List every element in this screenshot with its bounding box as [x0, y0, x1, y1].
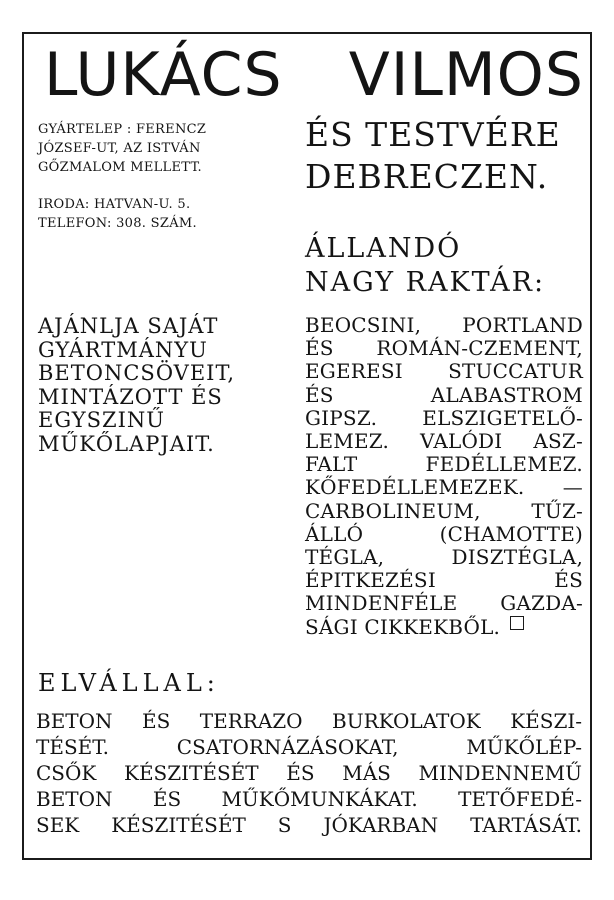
undertake-line [36, 786, 582, 812]
word: CARBOLINEUM, [305, 498, 481, 523]
word: KÉSZI- [510, 709, 582, 733]
word: JÓKARBAN [323, 813, 439, 837]
word: KŐFEDÉLLEMEZEK. [305, 475, 525, 500]
company-name-word: LUKÁCS [44, 40, 283, 110]
stock-heading [305, 232, 590, 300]
word: TÉGLA, [305, 545, 385, 570]
word: KÉSZITÉSÉT [124, 761, 259, 785]
stock-line [305, 360, 583, 383]
stock-line [305, 476, 583, 499]
word: EGERESI [305, 359, 403, 384]
word: BEOCSINI, [305, 313, 422, 337]
word: FEDÉLLEMEZ. [425, 452, 583, 477]
word: TERRAZO [199, 709, 303, 733]
word: VALÓDI [420, 429, 503, 454]
offer-block [38, 315, 253, 456]
subtitle-line: DEBRECZEN. [305, 157, 549, 196]
company-name [44, 40, 584, 110]
address-spacer [38, 177, 253, 195]
offer-line: BETONCSÖVEIT, [38, 361, 236, 385]
word: MINDENFÉLE [305, 591, 458, 616]
stock-line [305, 546, 583, 569]
stock-line [305, 453, 583, 476]
undertake-line [36, 708, 582, 734]
stock-line [305, 407, 583, 430]
word: TŰZ- [531, 498, 583, 523]
word: KÉSZITÉSÉT [111, 813, 246, 837]
word: PORTLAND [462, 313, 583, 337]
word: TARTÁSÁT. [470, 813, 582, 837]
stock-line [305, 384, 583, 407]
stock-line [305, 314, 583, 337]
undertake-line [36, 812, 582, 838]
word: ROMÁN-CZEMENT, [376, 336, 583, 361]
word: ÉS [152, 787, 182, 811]
word: CSATORNÁZÁSOKAT, [176, 735, 399, 759]
word: TETŐFEDÉ- [458, 787, 582, 811]
factory-address-line: GŐZMALOM MELLETT. [38, 160, 202, 175]
word: ÉS [142, 709, 171, 733]
word: ÉS [286, 761, 315, 785]
word: ÁLLÓ [305, 521, 364, 546]
word: ÉS [305, 336, 334, 361]
word: TÉSÉT. [36, 735, 109, 759]
stock-line [305, 592, 583, 615]
word: (CHAMOTTE) [439, 521, 583, 546]
word: FALT [305, 452, 358, 477]
factory-address-line: GYÁRTELEP : FERENCZ [38, 122, 207, 137]
undertake-line [36, 760, 582, 786]
offer-line: MŰKŐLAPJAIT. [38, 431, 215, 456]
word: ÉS [554, 568, 583, 593]
word: BETON [36, 787, 113, 811]
word: S [277, 813, 292, 837]
stock-line [305, 337, 583, 360]
word: ÉS [305, 382, 334, 407]
stock-line [305, 569, 583, 592]
offer-line: EGYSZINŰ [38, 408, 165, 432]
offer-line: AJÁNLJA SAJÁT [38, 314, 219, 338]
stock-heading-line: ÁLLANDÓ [305, 233, 462, 264]
word: CSŐK [36, 761, 97, 785]
stock-line [305, 500, 583, 523]
word: ALABASTROM [430, 382, 583, 407]
factory-address-line: JÓZSEF-UT, AZ ISTVÁN [38, 141, 201, 156]
company-subtitle [305, 114, 590, 198]
stock-line [305, 523, 583, 546]
word: ASZ- [533, 429, 583, 454]
office-phone-line: TELEFON: 308. SZÁM. [38, 216, 197, 231]
subtitle-line: ÉS TESTVÉRE [305, 115, 561, 154]
word: GIPSZ. [305, 405, 378, 430]
word: ELSZIGETELŐ- [422, 405, 583, 430]
stock-line [305, 430, 583, 453]
word: LEMEZ. [305, 429, 390, 454]
word: MŰKŐMUNKÁKAT. [221, 787, 418, 811]
undertake-heading: ELVÁLLAL: [38, 669, 220, 697]
stock-heading-line: NAGY RAKTÁR: [305, 267, 546, 298]
stock-line-final [305, 616, 583, 639]
word: ÉPITKEZÉSI [305, 568, 436, 593]
word: GAZDA- [500, 591, 583, 616]
word: MŰKŐLÉP- [466, 735, 582, 759]
stock-list [305, 314, 587, 639]
offer-line: MINTÁZOTT ÉS [38, 384, 223, 409]
stock-line-text: SÁGI CIKKEKBŐL. [305, 614, 501, 639]
word: — [562, 475, 583, 500]
word: BURKOLATOK [332, 709, 481, 733]
word: STUCCATUR [448, 359, 583, 384]
word: BETON [36, 709, 113, 733]
address-block [38, 120, 253, 233]
offer-line: GYÁRTMÁNYU [38, 337, 208, 362]
word: MINDENNEMŰ [418, 761, 582, 785]
office-address-line: IRODA: HATVAN-U. 5. [38, 197, 191, 212]
undertake-line [36, 734, 582, 760]
word: DISZTÉGLA, [451, 545, 583, 570]
word: SEK [36, 813, 80, 837]
company-name-word: VILMOS [348, 40, 584, 110]
undertake-text [36, 708, 582, 838]
word: MÁS [342, 761, 391, 785]
end-square-icon [510, 616, 524, 630]
